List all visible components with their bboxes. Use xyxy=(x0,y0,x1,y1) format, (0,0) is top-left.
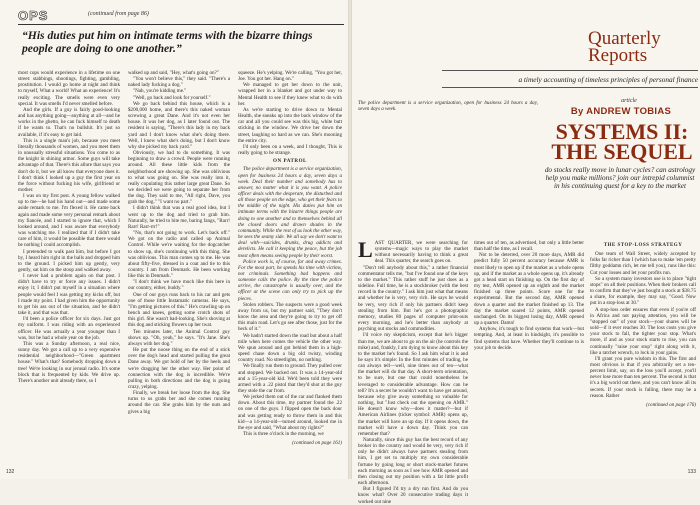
intro-column xyxy=(358,100,538,234)
intro-text: The police department is a service organization, open for business 24 hours a day, seven days a week. xyxy=(358,100,538,113)
paragraph: "You won't believe this," they said. "There's a naked lady fucking a dog." xyxy=(128,76,230,89)
paragraph: A stop-loss order ensures that even if you're off in Africa and not paying attention, you will be "stopped out" of your stock—your shares will be sold—if it ever reaches 30. The loss costs you give your stock to fall, the tighter your stop. What's more, if and as your stock starts to rise, you can continually "raise your stop" right along with it, like a ratchet wrench, to lock in your gains. xyxy=(590,306,696,356)
drop-cap: L xyxy=(358,237,373,262)
italic-intro: Police work is, of course, far and away crimes. For the most part, he spends his time with victims, not criminals. Something bad happens and someone calls the police. By the time the police arrive, the catastrophe is usually over, and the officer at the scene can only try to pick up the pieces. xyxy=(238,258,342,302)
article-column-1 xyxy=(18,70,120,465)
paragraph: "Nah, you're kidding me." xyxy=(133,88,187,95)
article-column-1 xyxy=(358,237,468,505)
paragraph: "No, that's not going to work. Let's back off." We got on the radio and called up Animal Control. While we're waiting for the dogcatcher to show up, she's continuing with this thing. She was oblivious. This man comes up to me. He was about fifty-five, dressed in a coat and tie to this country. I am from Denmark. He been working like this in Denmark." xyxy=(128,230,230,280)
deck: do stocks really move in lunar cycles? can astrology help you make millions? join our intrepid columnist in his continuing quest for a key to the market xyxy=(544,166,696,190)
paragraph: walked up and said, "Hey, what's going on?" xyxy=(128,70,219,76)
paragraph: He put the noose thing on the end of a stick over the dog's head and started pulling the great Dane away. We got hold of her by the heels and we're dragging her the other way. Her point of connection with the dog is incredible. We're pulling in both directions and the dog is going crazy, yelping. xyxy=(128,347,230,390)
paragraph: So a system many investors use is to place "tight stops" on all their positions. When their brokers call to confirm that they've just bought a stock at $38.75 a share, for example, they may say, "Good. Now put in a stop-loss at 30." xyxy=(590,275,696,307)
article-kicker: article xyxy=(621,98,637,104)
header-rule xyxy=(18,24,344,25)
paragraph: I'd only been on a week, and I thought, This is really going to be strange. xyxy=(238,143,342,157)
paragraph: times out of ten, as advertised, but only a little better than half the time, as I recall. xyxy=(474,240,584,253)
byline: By ANDREW TOBIAS xyxy=(570,106,672,117)
paragraph: But I figured I'd try a dry run first. And do you know what? Over 20 consecutive trading days it worked out nine xyxy=(358,486,468,505)
right-page xyxy=(352,0,700,505)
continued-reference: (continued on page 176) xyxy=(646,401,696,408)
paragraph: I'd voice my skepticism, except that he's bigger than me, we are about to go on the air (he controls the mike) and, frankly, I am dying to know about this key to the market he's found. So I ask him what it is and he says it's simple: In the first minutes of trading, he can always tell—well, nine times out of ten—what the market will do that day. A short-term orientation, to be sure, but one that could nonetheless be leveraged to considerable advantage. How can he tell? It's a secret he wouldn't want to have get around, because why give away something so valuable for nothing, but "Just check out the opening on AMR." He doesn't know why—does it matter?—but if American Airlines (ticker symbol: AMR) opens up, the market will have an up day. If it opens down, the market will have a down day. Think you can remember that? xyxy=(358,332,468,437)
page-number: 133 xyxy=(687,469,696,475)
paragraph: We hadn't started down the road but about a half mile when here comes the vehicle the other way. We spun around and got behind them in a high-speed chase down a big old twisty, winding country road. No streetlights, no nothing. xyxy=(238,332,342,364)
article-column-3 xyxy=(590,240,696,470)
paragraph: We managed to get her down to the unit, wrapped her in a blanket and got under way to Mental Health to see if they knew what to do with her. xyxy=(238,82,342,107)
title-rule xyxy=(442,70,698,71)
paragraph: We go back behind this house, which is a $200,000 home, and there's this naked woman screwing a great Dane. And it's not even her house. It was her dog, as I later found out. The resident is saying, "There's this lady in my back yard and I don't know what she's doing there. Well, I knew what she's doing, but I don't know why she picked my back yard." xyxy=(128,100,230,150)
paragraph: One team of Wall Street, widely accepted by folks far richer than I (which has to make 'em pretty filthy goddamn rich, let me tell you), runs like this: Cut your losses and let your profits run. xyxy=(590,251,696,276)
headline: SYSTEMS II: THE SEQUEL xyxy=(551,119,693,164)
paragraph: "Don't tell anybody about this," a rather financial commentator tells me, "but I've found one of the keys to the market." This rather stuff he just does as a sideline. Full time, he is a stockbroker (with the best record in the country." I ask him just what that means and whether he is very, very rich. He says he would be very, very rich if only his partners didn't keep stealing from him. But he's got a photographic memory, studies 80 pages of computer print-outs every morning, and he's better than anybody at psyching out stocks and commodities. xyxy=(358,264,468,333)
page-header xyxy=(18,8,343,22)
left-page xyxy=(0,0,348,479)
section-logo: OPS xyxy=(18,8,49,23)
article-column-2 xyxy=(128,70,230,465)
article-column-3 xyxy=(238,70,342,465)
section-subhead: ON PATROL xyxy=(273,158,307,165)
tagline-rule xyxy=(442,87,698,88)
paragraph: I pretended to walk past him, but before I got by, I heard him right in the balls and dropped him to the ground. I picked him up gently, very gently, sat him on the stoop and walked away. xyxy=(18,248,120,273)
paragraph: "Well, go back and look for yourself." xyxy=(133,94,211,101)
paragraph: We jerked them out of the car and flanked them down. About this time, my partner found the .22 on one of the guys. I flipped open the back door and was getting ready to throw them in and this kid—a 14-year-old—turned around, looked me in the eye and said, "What about my rights?" xyxy=(238,394,342,431)
paragraph: I was on my first post. A young fellow walked up to me—he had his hand out—and made some aside remark to me. I'm flexed it. He came back again and made some very personal remark about my fiancée, and I started to ignore that, which I looked around, and I was aware that everybody was watching me. I realized that if I didn't take care of him, it would be possible that there would be nothing I could accomplish. xyxy=(18,193,120,249)
paragraph: One of our guys runs back to his car and gets one of those little Instamatic cameras. He says, "I'm getting pictures of this." He's crawling up on bench and knees, getting some crotch shots of this girl. She wasn't bad-looking. She's shoving at this dog and sticking flowers up her twat. xyxy=(128,291,230,329)
paragraph: most cops would experience in a lifetime on one street: stabbings, shootings, fighting, gambling, prostitution. I would go home at night and think to myself, What a world! What an experience! It's really exciting. The smells were even very special. It was smells I'd never smelled before. xyxy=(18,70,120,107)
pullquote: “His duties put him on intimate terms with the bizarre things people are doing to one another.” xyxy=(22,29,313,55)
paragraph: Ten minutes later, the Animal Control guy shows up. "Oh, yeah," he says. "It's Jane. She's always with her dog." xyxy=(128,328,230,347)
paragraph: squeeze. He's yelping. We're calling, "You got her, Joe. You got her. Hang on." xyxy=(238,70,342,83)
paragraph: I never had a problem again on that post. I didn't have to try or force any issues. I didn't enjoy it; I didn't put myself in a situation where people would feel I was getting my kicks off, but I made my point. I had given him the opportunity to get his ass out of the situation, and he didn't take it, and that was that. xyxy=(18,273,120,317)
side-tab xyxy=(2,20,12,80)
column-tagline: a timely accounting of timeless principles of personal finance xyxy=(518,75,698,84)
paragraph: As we're starting to drive down to Mental Health, she sneaks up into the back window of the car and all you could see was this big, white butt sticking in the window. We drive her down the street, laughing so hard as we can. She's mooning the entire city. xyxy=(238,106,342,144)
paragraph: I didn't think that was a real good idea, but I went up to the dog and tried to grab him. Naturally, he tried to bite me, baring fangs, "Rarr! Rarr! Rarr-rrr!" xyxy=(128,205,230,230)
paragraph: Naturally, since this guy has the best record of any broker in the country and would be very, very rich if only he didn't always have partners stealing from him, I get set to multiply my own considerable fortune by going long or short stock-market futures each morning as soon as I see how AMR opened and then closing out my position with a fat little profit each afternoon. xyxy=(358,437,468,487)
page-number: 132 xyxy=(6,469,15,475)
paragraph: I'd been a police officer for six days. Just got my uniform. I was riding with an experienced officer. He was actually a year younger than I was, but he had a whole year on the job. xyxy=(18,316,120,341)
column-title: Quarterly Reports xyxy=(588,28,661,66)
continued-reference: (continued on page 161) xyxy=(292,440,342,447)
paragraph: Not to be deterred, over 20 more days, AMR did predict fully 50 percent accuracy because AMR is most likely to open up if the market as a whole opens up, and if the market as a whole opens up, it's already got a head start on finishing up. On the first day of my test, AMR opened up an eighth and the market finished up three points. Score one for the experimental. But the second day, AMR opened down a quarter and the market finished up 13. The day the market soared 12 points, AMR opened unchanged. On its biggest losing day, AMR opened up a quarter. Damn! xyxy=(474,252,584,327)
paragraph: Stolen robbers. The suspects were a good week away from us, but my partner said, "They don't know the area and they're going to try to get off this main road. Let's go see after those, just for the heck of it." xyxy=(238,301,342,333)
section-subhead: THE STOP-LOSS STRATEGY xyxy=(603,243,683,248)
article-column-2 xyxy=(474,240,584,470)
paragraph: We finally run them to ground. They pulled over and stopped. We backed out. It was a 14-year-old and a 15-year-old kid. We'd been told they were armed with a .22 pistol that they'd shot at the guy they stole the car from. xyxy=(238,363,342,394)
continued-note: (continued from page 86) xyxy=(88,11,149,17)
paragraph: Finally, we break her loose from the dog. She turns to us grabs her and she comes running around the car. She grabs him by the nuts and gives a big xyxy=(128,390,230,415)
paragraph: And the girls. If a guy is fairly good-looking and has anything going—anything at all—and he works in the ghetto, he can fuck himself to death if he wants to. That's no bullshit. It's just so available, if it's easy to get laid. xyxy=(18,106,120,138)
paragraph: This was a Sunday afternoon, a real nice, sunny day. We got a call up to a very expensive residential neighborhood—"Green apartment house." What's that? Somebody dropping down a tree! We're looking in our jerusal radio. It's some block that is frequented by kids. We drive up. There's another unit already there, so I xyxy=(18,340,120,384)
paragraph: This is three o'clock in the morning, we xyxy=(243,431,324,438)
paragraph: This is a single man's job, because you meet literally thousands of women, and you meet them in unusually stressful situations. You come to as the knight in shining armor. Some guys will take advantage of that. There's this allure that says you don't do it, but we all know that everyone does it. I don't think I looked up a guy the first year on the force without fucking his wife, girlfriend or mother. xyxy=(18,137,120,193)
paragraph: I'll grant you pure wisdom in this. The first and most obvious is that if you arbitrarily set a ten-percent limit, say, on the loss you'll accept, you'll never lose more than ten percent. The second is that it's a big world out there, and you can't know all its secrets. If your stock is falling, there may be a reason. Rather xyxy=(590,355,696,399)
italic-intro: The police department is a service organization, open for business 24 hours a day, seven days a week. Deal their number and somebody has to answer, no matter what it is you want. A police officer deals with the desperate, the disturbed and all those people on the edge, who get their fears to the middle of the night. His duties put him on intimate terms with the bizarre things people are doing to one another and to themselves behind all the closed doors and drawn shades in the community. While the rest of us look the other way, he sees the seamy side. We all say we don't want to deal with—suicides, drunks, drug addicts and derelicts. He call it keeping the peace, but the job most often means seeing people by their worst. xyxy=(238,166,342,259)
paragraph: Obviously, we had to do something. It was beginning to draw a crowd. People were running around. All these little kids from the neighborhood are showing up. She was oblivious to what was going on. She was really into it, really copulating this rather large great Dane. So we decided we were going to separate her from the dog. They said to me, "All right, Dave, you grab the dog." "I want no part." xyxy=(128,150,230,206)
paragraph: Anyhow, it's tough to find systems that work—but tempting. And, at least in hindsight, it's possible to find systems that have. Whether they'll continue to is your job to decide. xyxy=(474,326,584,351)
paragraph: AST QUARTER, we were searching for systems—magic ways to play the market without necessarily having to think a great deal. This quarter, the search goes on. xyxy=(374,240,468,265)
paragraph: "I don't think we have much like this here in our country, either, buddy." xyxy=(128,279,230,292)
